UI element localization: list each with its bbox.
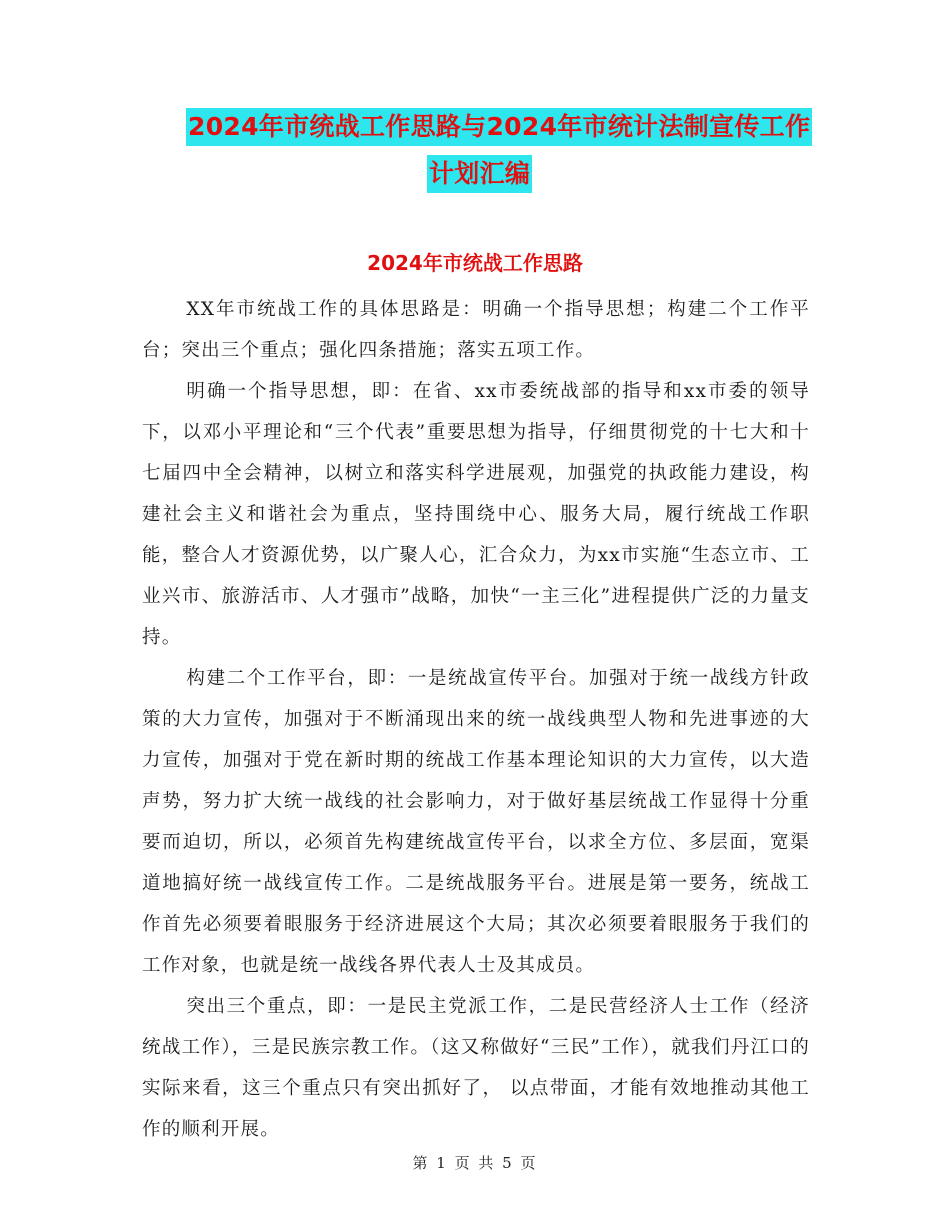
paragraph: 构建二个工作平台，即：一是统战宣传平台。加强对于统一战线方针政策的大力宣传，加强对于不断涌现出来的统一战线典型人物和先进事迹的大力宣传，加强对于党在新时期的统战工作基本理论知识的大力宣传，以大造声势，努力扩大统一战线的社会影响力，对于做好基层统战工作显得十分重要而迫切，所以，必须首先构建统战宣传平台，以求全方位、多层面，宽渠道地搞好统一战线宣传工作。二是统战服务平台。进展是第一要务，统战工作首先必须要着眼服务于经济进展这个大局；其次必须要着眼服务于我们的工作对象，也就是统一战线各界代表人士及其成员。 — [142, 668, 810, 976]
paragraph: 突出三个重点，即：一是民主党派工作，二是民营经济人士工作（经济统战工作），三是民族宗教工作。（这又称做好“三民”工作），就我们丹江口的实际来看，这三个重点只有突出抓好了， 以点带面，才能有效地推动其他工作的顺利开展。 — [142, 996, 810, 1140]
body-text — [142, 289, 810, 1150]
page-footer: 第 1 页 共 5 页 — [412, 1154, 538, 1172]
paragraph: 明确一个指导思想，即：在省、xx市委统战部的指导和xx市委的领导下，以邓小平理论和“三个代表”重要思想为指导，仔细贯彻党的十七大和十七届四中全会精神，以树立和落实科学进展观，加强党的执政能力建设，构建社会主义和谐社会为重点，坚持围绕中心、服务大局，履行统战工作职能，整合人才资源优势，以广聚人心，汇合众力，为xx市实施“生态立市、工业兴市、旅游活市、人才强市”战略，加快“一主三化”进程提供广泛的力量支持。 — [142, 381, 810, 648]
section-heading: 2024年市统战工作思路 — [367, 251, 583, 275]
title-line-2: 计划汇编 — [427, 155, 532, 193]
title-line-1: 2024年市统战工作思路与2024年市统计法制宣传工作 — [186, 108, 812, 146]
paragraph: XX年市统战工作的具体思路是：明确一个指导思想；构建二个工作平台；突出三个重点；强化四条措施；落实五项工作。 — [142, 299, 810, 361]
